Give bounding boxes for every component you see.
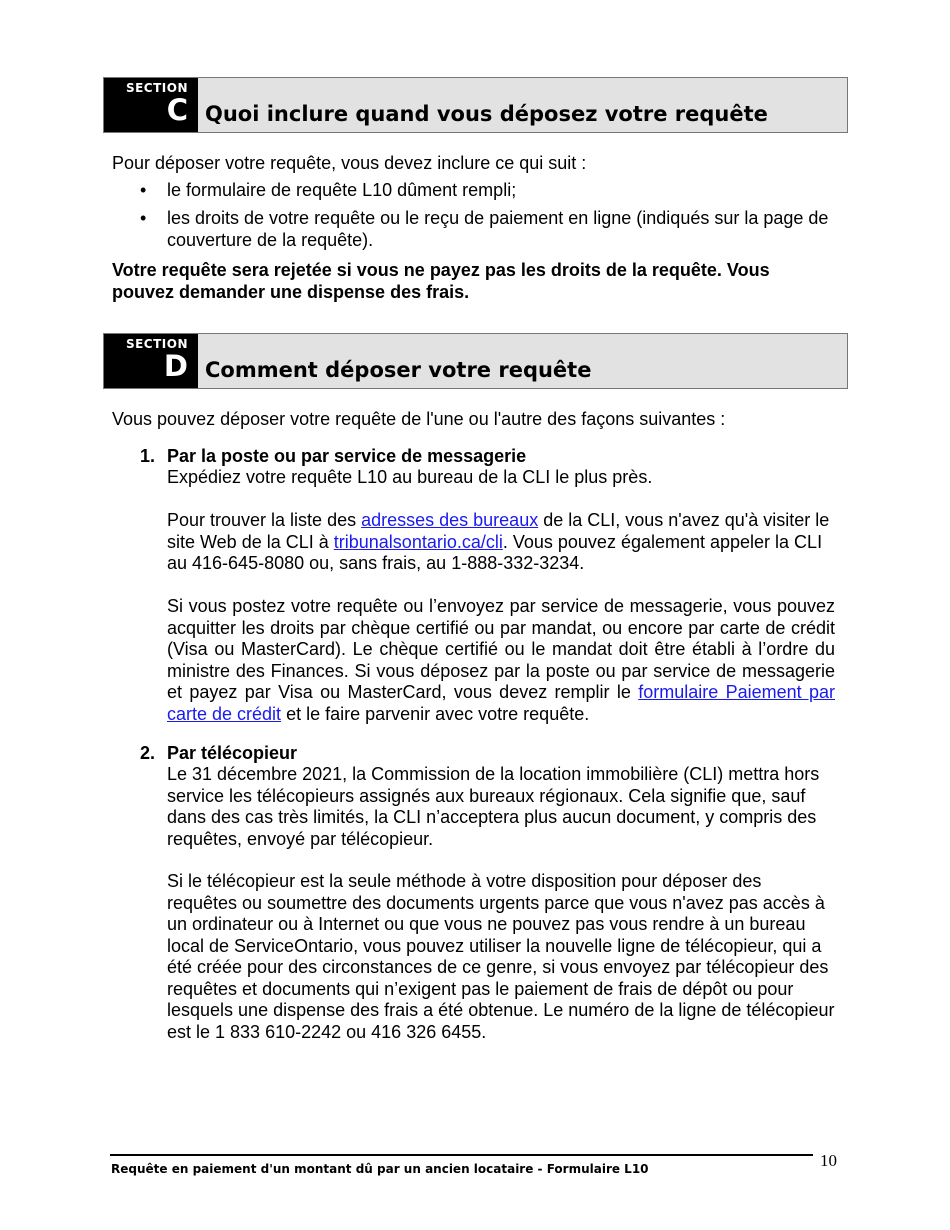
item-2-paragraph-1: Le 31 décembre 2021, la Commission de la location immobilière (CLI) mettra hors service les télécopieurs assignés aux bureaux régionaux. Cela signifie que, sauf dans des cas très limités, la CLI n’acceptera plus aucun document, y compris des requêtes, envoyé par télécopieur. <box>167 764 820 849</box>
section-d-intro: Vous pouvez déposer votre requête de l'une ou l'autre des façons suivantes : <box>112 409 726 429</box>
section-d-title: Comment déposer votre requête <box>205 358 592 382</box>
item-2-heading: Par télécopieur <box>167 743 298 763</box>
item-2-number: 2. <box>140 743 156 763</box>
item-1-line: Expédiez votre requête L10 au bureau de la CLI le plus près. <box>167 467 653 487</box>
section-d-header <box>103 333 848 389</box>
footer-rule <box>110 1154 813 1156</box>
item-1-paragraph-2 <box>167 510 835 575</box>
item-1-number: 1. <box>140 446 156 466</box>
item-1-p3-text-a: Si vous postez votre requête ou l’envoyez par service de messagerie, vous pouvez acquitter les droits par chèque certifié ou par mandat, ou encore par carte de crédit (Visa ou MasterCard). Le chèque certifié ou le mandat doit être établi à l’ordre du ministre des Finances. Si vous déposez par la poste ou par service de messagerie et payez par Visa ou MasterCard, vous devez remplir le <box>167 596 835 702</box>
offices-addresses-link[interactable]: adresses des bureaux <box>361 510 539 530</box>
section-c-header <box>103 77 848 133</box>
section-d-letter: D <box>163 349 188 383</box>
credit-card-form-link[interactable]: formulaire Paiement par carte de crédit <box>167 682 835 724</box>
item-1-p3-text-b: et le faire parvenir avec votre requête. <box>281 703 590 724</box>
page-number: 10 <box>820 1151 837 1170</box>
item-2-paragraph-2: Si le télécopieur est la seule méthode à votre disposition pour déposer des requêtes ou soumettre des documents urgents parce que vous n'avez pas accès à un ordinateur ou à Internet ou que vous ne pouvez pas vous rendre à un bureau local de ServiceOntario, vous pouvez utiliser la nouvelle ligne de télécopieur, qui a été créée pour des circonstances de ce genre, si vous envoyez par télécopieur des requêtes et documents qui n’exigent pas le paiement de frais de dépôt ou pour lesquels une dispense des frais a été obtenue. Le numéro de la ligne de télécopieur est le 1 833 610-2242 ou 416 326 6455. <box>167 871 835 1042</box>
section-d-tag <box>104 334 198 388</box>
item-1-paragraph-3 <box>167 596 835 725</box>
section-c-intro: Pour déposer votre requête, vous devez inclure ce qui suit : <box>112 153 587 173</box>
footer-title: Requête en paiement d'un montant dû par un ancien locataire - Formulaire L10 <box>111 1162 649 1176</box>
bullet-icon: • <box>140 180 147 200</box>
item-1-p2-text-b: de la CLI, vous n'avez qu'à visiter le site Web de la CLI à <box>167 510 830 552</box>
item-1-p2-text-a: Pour trouver la liste des <box>167 510 362 530</box>
item-1-p2-text-c: . Vous pouvez également appeler la CLI au 416-645-8080 ou, sans frais, au 1-888-332-3234. <box>167 531 823 573</box>
bullet-text: le formulaire de requête L10 dûment rempli; <box>167 180 517 200</box>
section-c-warning: Votre requête sera rejetée si vous ne payez pas les droits de la requête. Vous pouvez demander une dispense des frais. <box>112 260 770 302</box>
section-c-letter: C <box>166 93 188 127</box>
section-c-tag <box>104 78 198 132</box>
section-c-title: Quoi inclure quand vous déposez votre requête <box>205 102 768 126</box>
bullet-text: les droits de votre requête ou le reçu de paiement en ligne (indiqués sur la page de couverture de la requête). <box>167 208 829 250</box>
tribunals-ontario-link[interactable]: tribunalsontario.ca/cli <box>333 531 503 552</box>
item-1-heading: Par la poste ou par service de messagerie <box>167 446 527 466</box>
section-d-label: SECTION <box>125 337 188 351</box>
section-c-label: SECTION <box>125 81 188 95</box>
bullet-icon: • <box>140 208 147 228</box>
